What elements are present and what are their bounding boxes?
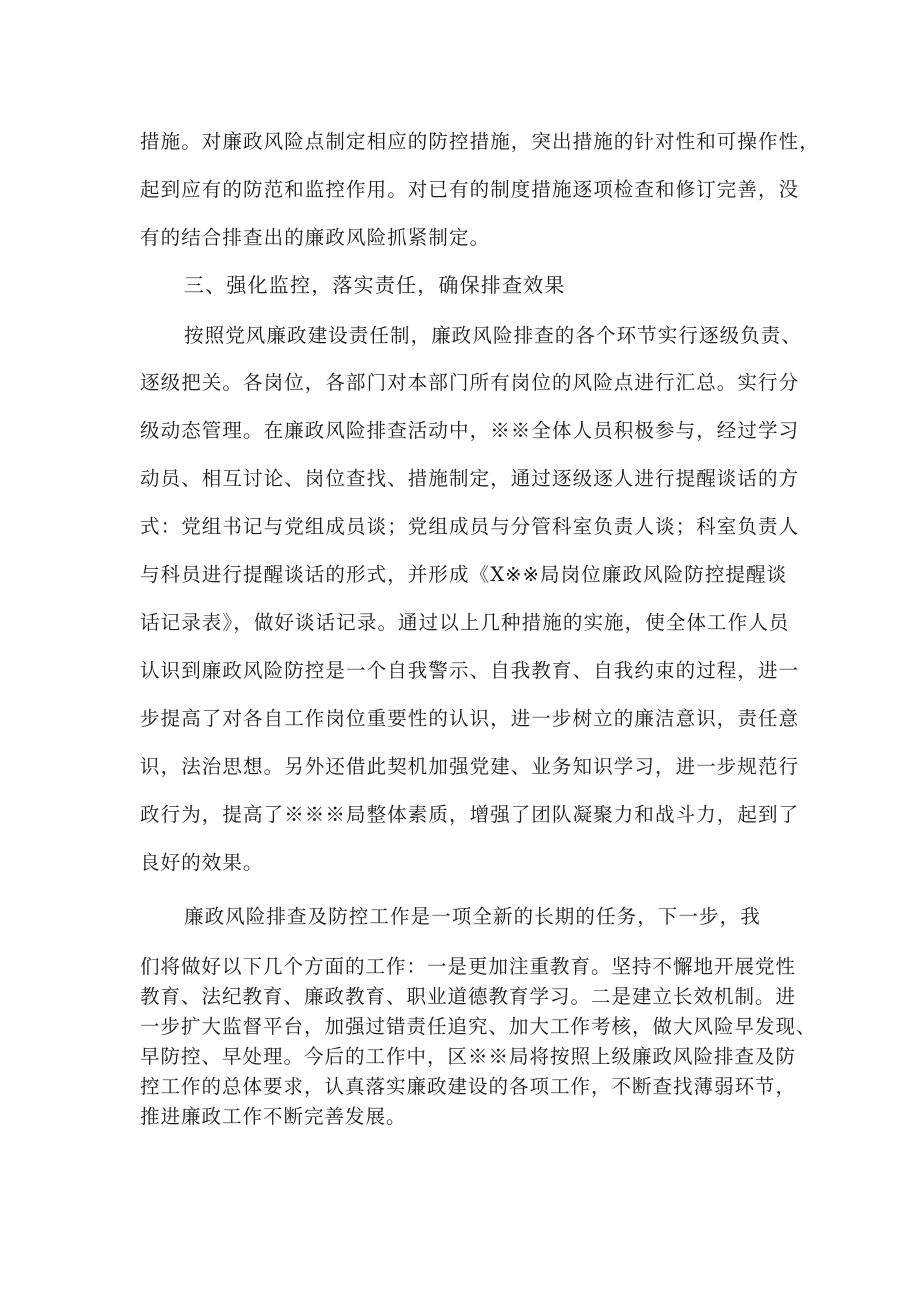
paragraph-line: 式：党组书记与党组成员谈；党组成员与分管科室负责人谈；科室负责人 bbox=[140, 515, 800, 538]
paragraph-line: 步提高了对各自工作岗位重要性的认识，进一步树立的廉洁意识，责任意 bbox=[140, 707, 800, 730]
paragraph-line: 有的结合排查出的廉政风险抓紧制定。 bbox=[140, 226, 491, 249]
paragraph-line: 级动态管理。在廉政风险排查活动中，※※全体人员积极参与，经过学习 bbox=[140, 419, 800, 442]
paragraph-line: 教育、法纪教育、廉政教育、职业道德教育学习。二是建立长效机制。进 bbox=[140, 985, 797, 1008]
section-heading: 三、强化监控，落实责任，确保排查效果 bbox=[184, 273, 566, 297]
paragraph-line: 与科员进行提醒谈话的形式，并形成《X※※局岗位廉政风险防控提醒谈 bbox=[140, 563, 788, 586]
paragraph-line: 政行为，提高了※※※局整体素质，增强了团队凝聚力和战斗力，起到了 bbox=[140, 803, 800, 826]
paragraph-line: 识，法治思想。另外还借此契机加强党建、业务知识学习，进一步规范行 bbox=[140, 755, 800, 778]
paragraph-line: 认识到廉政风险防控是一个自我警示、自我教育、自我约束的过程，进一 bbox=[140, 659, 800, 682]
paragraph-line: 良好的效果。 bbox=[140, 851, 264, 874]
paragraph-line: 早防控、早处理。今后的工作中，区※※局将按照上级廉政风险排查及防 bbox=[140, 1045, 797, 1068]
paragraph-line: 按照党风廉政建设责任制，廉政风险排查的各个环节实行逐级负责、 bbox=[184, 324, 803, 347]
paragraph-line: 一步扩大监督平台，加强过错责任追究、加大工作考核，做大风险早发现、 bbox=[140, 1015, 817, 1038]
paragraph-line: 推进廉政工作不断完善发展。 bbox=[140, 1105, 407, 1128]
paragraph-line: 话记录表》，做好谈话记录。通过以上几种措施的实施，使全体工作人员 bbox=[140, 611, 790, 634]
paragraph-line: 动员、相互讨论、岗位查找、措施制定，通过逐级逐人进行提醒谈话的方 bbox=[140, 467, 800, 490]
paragraph-line: 控工作的总体要求，认真落实廉政建设的各项工作，不断查找薄弱环节， bbox=[140, 1075, 797, 1098]
paragraph-line: 廉政风险排查及防控工作是一项全新的长期的任务，下一步，我 bbox=[184, 905, 761, 928]
paragraph-line: 逐级把关。各岗位，各部门对本部门所有岗位的风险点进行汇总。实行分 bbox=[140, 371, 800, 394]
paragraph-line: 起到应有的防范和监控作用。对已有的制度措施逐项检查和修订完善，没 bbox=[140, 178, 800, 201]
paragraph-line: 措施。对廉政风险点制定相应的防控措施，突出措施的针对性和可操作性， bbox=[140, 130, 820, 153]
paragraph-line: 们将做好以下几个方面的工作：一是更加注重教育。坚持不懈地开展党性 bbox=[140, 955, 797, 978]
